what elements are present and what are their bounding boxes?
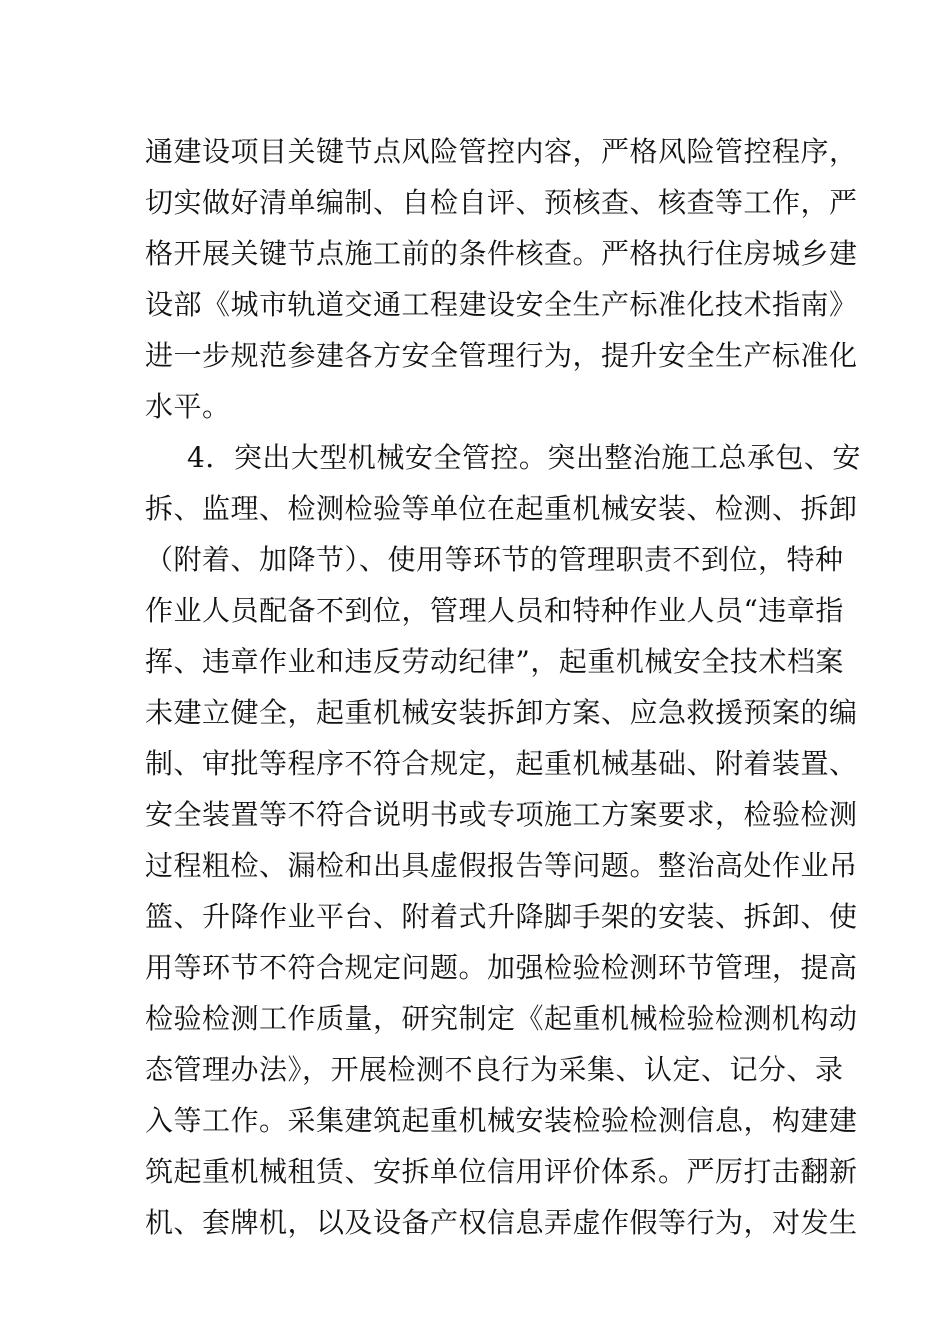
section-heading-line: 4．突出大型机械安全管控。突出整治施工总承包、安 [187, 441, 861, 474]
text-line: 过程粗检、漏检和出具虚假报告等问题。整治高处作业吊 [145, 849, 858, 882]
text-line: 切实做好清单编制、自检自评、预核查、核查等工作，严 [145, 186, 858, 219]
text-line: 通建设项目关键节点风险管控内容，严格风险管控程序， [145, 135, 858, 168]
text-line: 未建立健全，起重机械安装拆卸方案、应急救援预案的编 [145, 696, 858, 729]
text-line: 检验检测工作质量，研究制定《起重机械检验检测机构动 [145, 1002, 858, 1035]
text-line: 态管理办法》，开展检测不良行为采集、认定、记分、录 [145, 1053, 844, 1086]
text-line: 筑起重机械租赁、安拆单位信用评价体系。严厉打击翻新 [145, 1155, 858, 1188]
text-line: 格开展关键节点施工前的条件核查。严格执行住房城乡建 [145, 237, 858, 270]
text-line: 挥、违章作业和违反劳动纪律”，起重机械安全技术档案 [145, 645, 844, 678]
text-line: 机、套牌机，以及设备产权信息弄虚作假等行为，对发生 [145, 1206, 858, 1239]
text-line: 水平。 [145, 390, 231, 423]
text-line: 用等环节不符合规定问题。加强检验检测环节管理，提高 [145, 951, 858, 984]
text-line: 进一步规范参建各方安全管理行为，提升安全生产标准化 [145, 339, 858, 372]
text-line: 安全装置等不符合说明书或专项施工方案要求，检验检测 [145, 798, 858, 831]
text-line: 设部《城市轨道交通工程建设安全生产标准化技术指南》 [145, 288, 858, 321]
text-line: 拆、监理、检测检验等单位在起重机械安装、检测、拆卸 [145, 492, 858, 525]
text-line: 作业人员配备不到位，管理人员和特种作业人员“违章指 [145, 594, 844, 627]
text-line: 制、审批等程序不符合规定，起重机械基础、附着装置、 [145, 747, 858, 780]
text-line: （附着、加降节）、使用等环节的管理职责不到位，特种 [145, 543, 844, 576]
text-line: 篮、升降作业平台、附着式升降脚手架的安装、拆卸、使 [145, 900, 858, 933]
text-line: 入等工作。采集建筑起重机械安装检验检测信息，构建建 [145, 1104, 858, 1137]
